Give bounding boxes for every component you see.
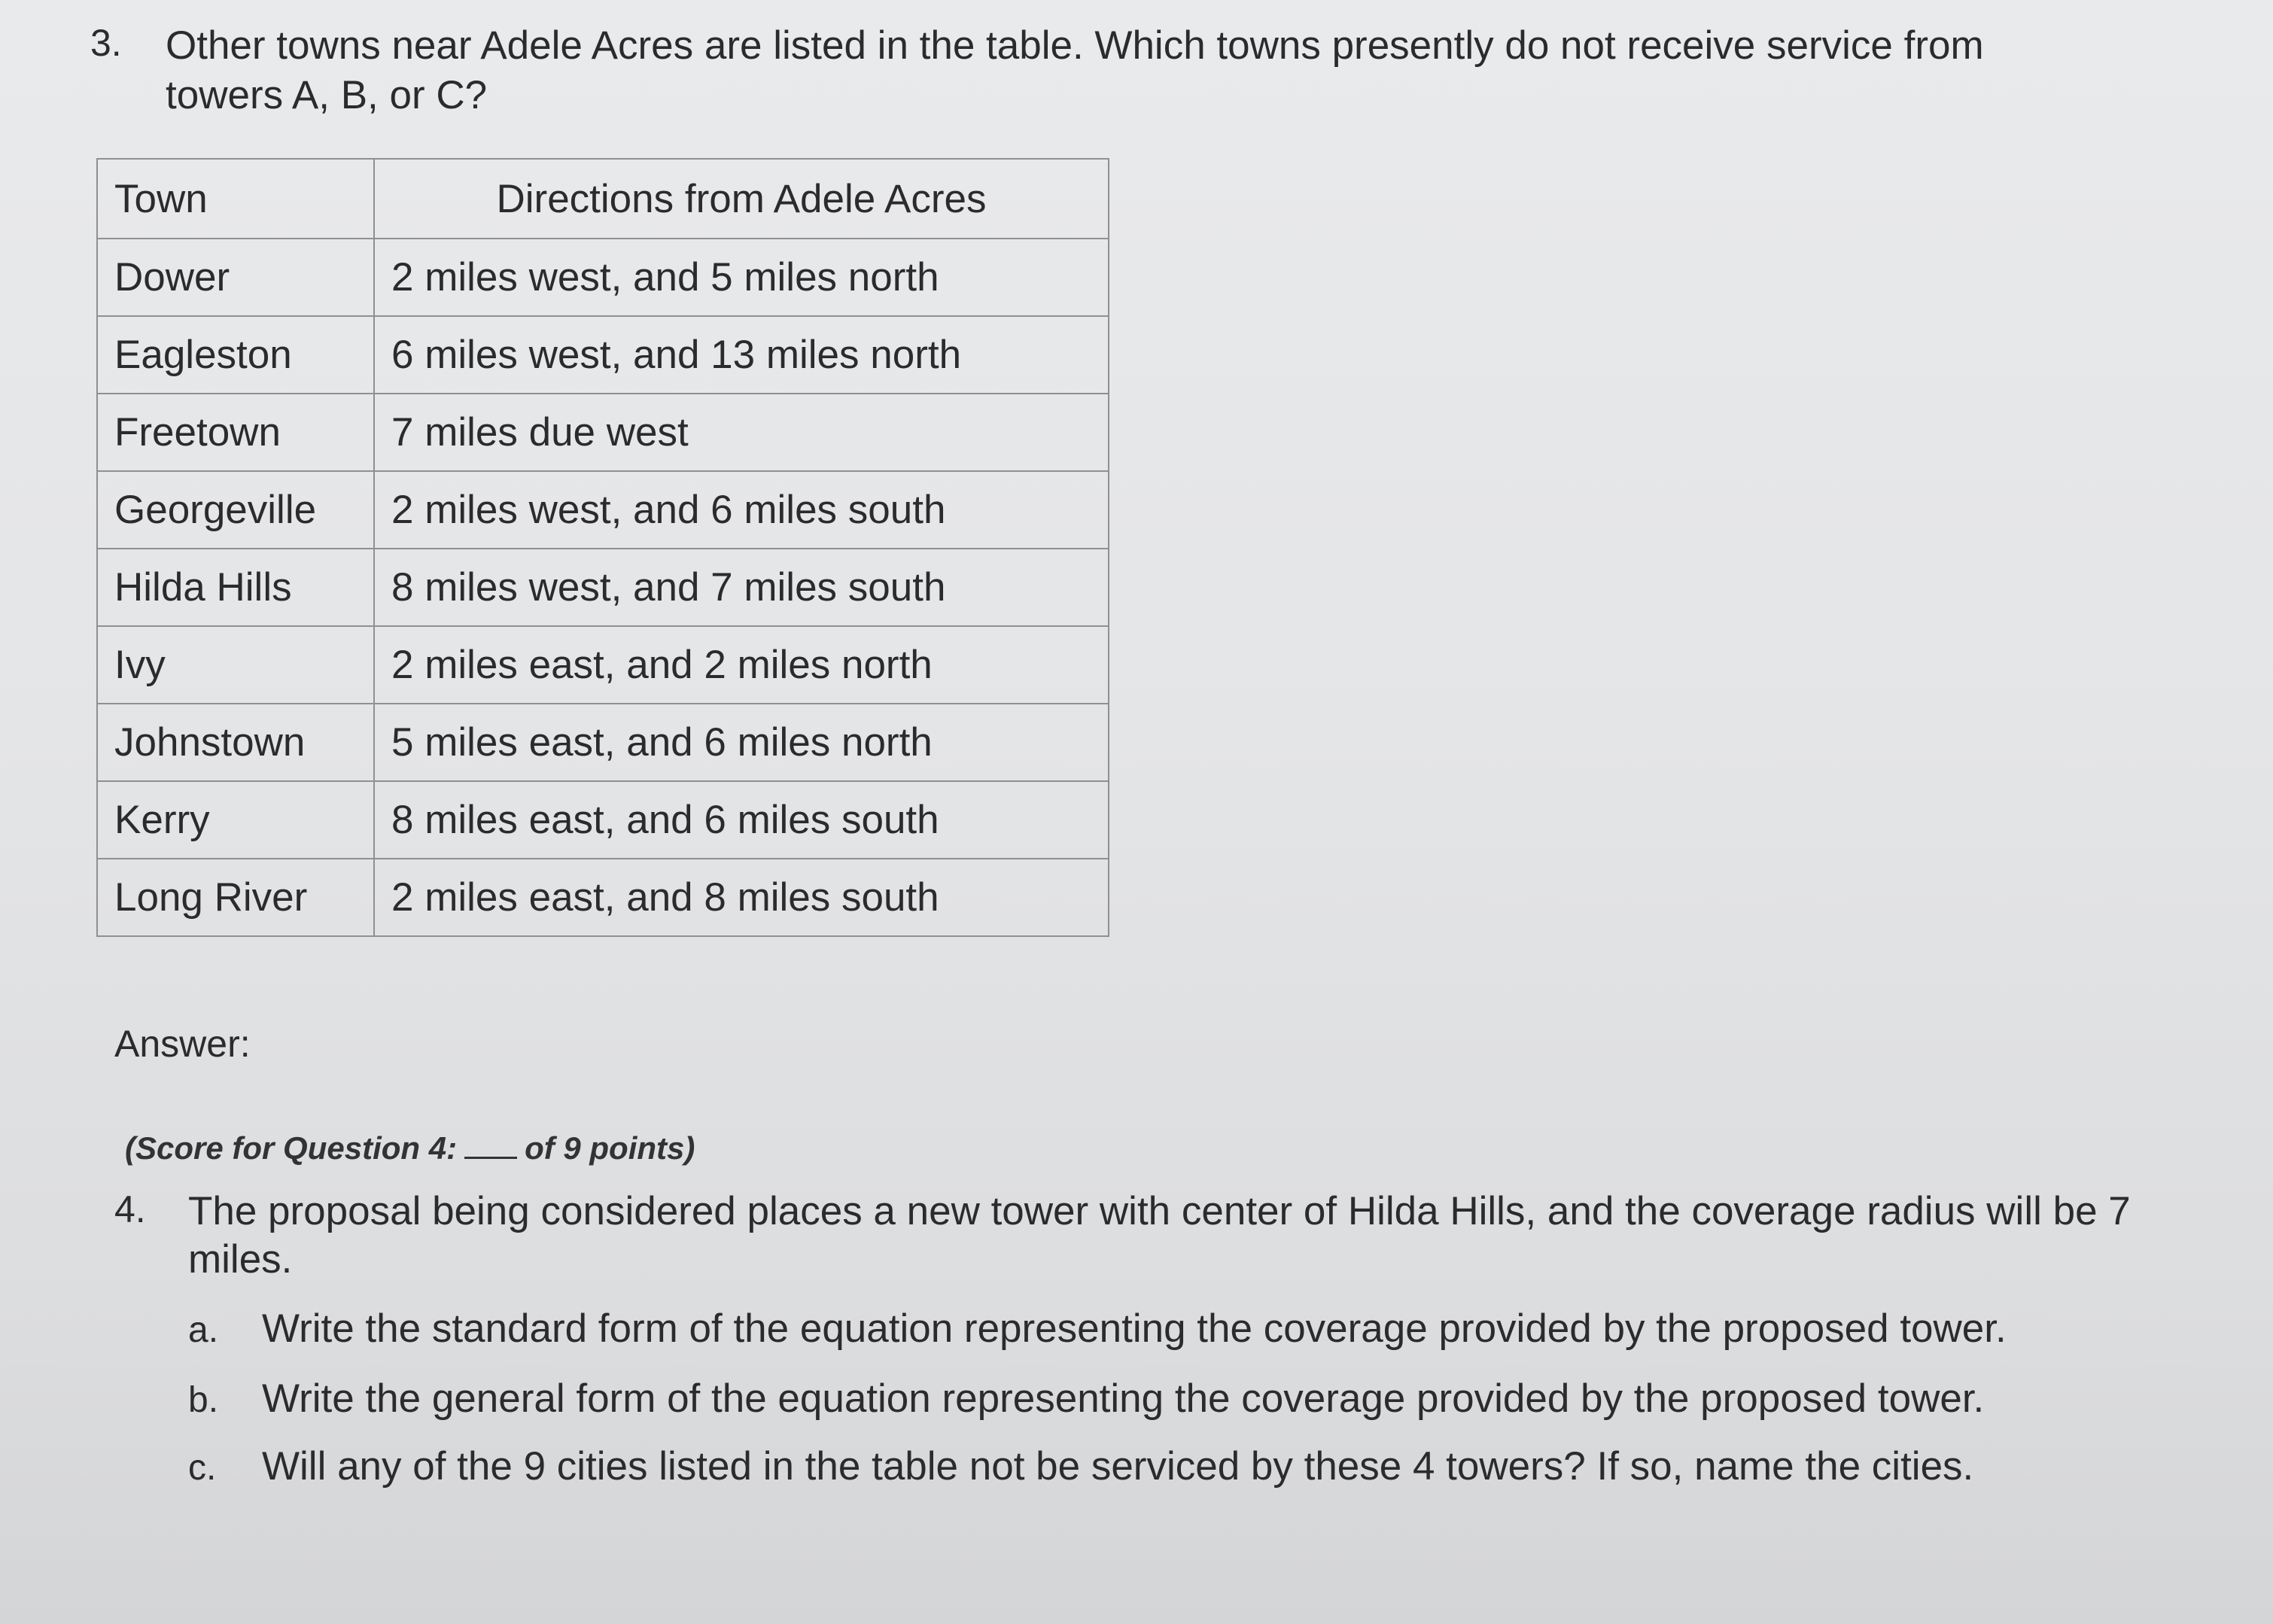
directions-cell: 8 miles west, and 7 miles south (374, 549, 1109, 626)
header-town: Town (97, 159, 374, 239)
question-4-number: 4. (114, 1188, 146, 1230)
table-row (97, 239, 1109, 316)
directions-cell: 7 miles due west (374, 394, 1109, 471)
score-prefix: (Score for Question 4: (125, 1130, 458, 1166)
score-suffix: of 9 points) (525, 1130, 695, 1166)
town-cell: Hilda Hills (97, 549, 374, 626)
town-cell: Freetown (97, 394, 374, 471)
directions-cell: 2 miles west, and 5 miles north (374, 239, 1109, 316)
table-row (97, 471, 1109, 549)
score-blank (464, 1134, 517, 1159)
table-row (97, 859, 1109, 936)
part-text: Write the standard form of the equation representing the coverage provided by the proposed tower. (262, 1306, 2007, 1351)
part-text: Write the general form of the equation representing the coverage provided by the proposed tower. (262, 1376, 1985, 1421)
town-cell: Kerry (97, 781, 374, 859)
town-cell: Dower (97, 239, 374, 316)
town-cell: Eagleston (97, 316, 374, 394)
directions-cell: 6 miles west, and 13 miles north (374, 316, 1109, 394)
question-4-text: The proposal being considered places a new tower with center of Hilda Hills, and the coverage radius will be 7 miles. (188, 1189, 2131, 1282)
table-row (97, 626, 1109, 704)
part-text: Will any of the 9 cities listed in the table not be serviced by these 4 towers? If so, name the cities. (262, 1444, 1974, 1489)
table-row (97, 316, 1109, 394)
town-cell: Ivy (97, 626, 374, 704)
table-row (97, 394, 1109, 471)
header-directions: Directions from Adele Acres (374, 159, 1109, 239)
part-letter: c. (188, 1448, 217, 1488)
score-line (125, 1130, 695, 1166)
table-header-row (97, 159, 1109, 239)
question-4-part-b (188, 1376, 2183, 1422)
question-3-text: Other towns near Adele Acres are listed in the table. Which towns presently do not receive service from towers A, B, or C? (166, 23, 1984, 117)
question-3-number: 3. (90, 22, 122, 64)
directions-cell: 5 miles east, and 6 miles north (374, 704, 1109, 781)
question-4-part-c (188, 1443, 2183, 1489)
table-row (97, 549, 1109, 626)
directions-cell: 2 miles east, and 2 miles north (374, 626, 1109, 704)
town-cell: Georgeville (97, 471, 374, 549)
table-row (97, 781, 1109, 859)
question-4-part-a (188, 1306, 2183, 1352)
table-row (97, 704, 1109, 781)
town-cell: Long River (97, 859, 374, 936)
directions-cell: 8 miles east, and 6 miles south (374, 781, 1109, 859)
towns-table (96, 158, 1109, 937)
directions-cell: 2 miles west, and 6 miles south (374, 471, 1109, 549)
directions-cell: 2 miles east, and 8 miles south (374, 859, 1109, 936)
part-letter: b. (188, 1380, 219, 1420)
town-cell: Johnstown (97, 704, 374, 781)
part-letter: a. (188, 1310, 219, 1350)
answer-label: Answer: (114, 1023, 251, 1065)
